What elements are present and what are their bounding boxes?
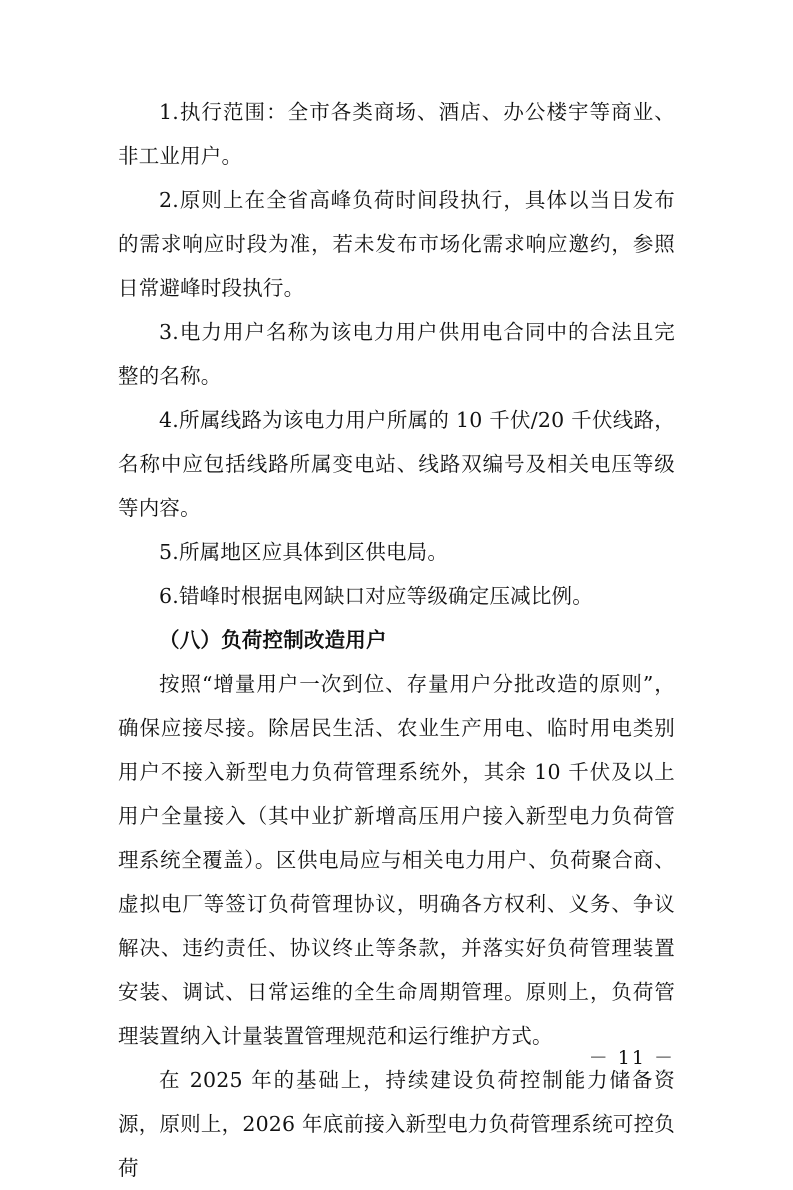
- paragraph-1: 1.执行范围：全市各类商场、酒店、办公楼宇等商业、非工业用户。: [118, 100, 675, 168]
- paragraph-5: 5.所属地区应具体到区供电局。: [159, 540, 449, 564]
- paragraph-3: 3.电力用户名称为该电力用户供用电合同中的合法且完整的名称。: [118, 320, 675, 388]
- paragraph-4: 4.所属线路为该电力用户所属的 10 千伏/20 千伏线路，名称中应包括线路所属变电站、线路双编号及相关电压等级等内容。: [118, 408, 675, 520]
- document-body: [118, 90, 675, 1190]
- section-heading: （八）负荷控制改造用户: [159, 628, 387, 652]
- page-number: － 11 －: [588, 1047, 675, 1069]
- paragraph-2: 2.原则上在全省高峰负荷时间段执行，具体以当日发布的需求响应时段为准，若未发布市场化需求响应邀约，参照日常避峰时段执行。: [118, 188, 675, 300]
- paragraph-6: 6.错峰时根据电网缺口对应等级确定压减比例。: [159, 584, 593, 608]
- section-paragraph-2: 在 2025 年的基础上，持续建设负荷控制能力储备资源，原则上，2026 年底前接入新型电力负荷管理系统可控负荷: [118, 1068, 675, 1180]
- section-paragraph-1: 按照“增量用户一次到位、存量用户分批改造的原则”，确保应接尽接。除居民生活、农业生产用电、临时用电类别用户不接入新型电力负荷管理系统外，其余 10 千伏及以上用户全量接入（其中业扩新增高压用户接入新型电力负荷管理系统全覆盖）。区供电局应与相关电力用户、负荷聚合商、虚拟电厂等签订负荷管理协议，明确各方权利、义务、争议解决、违约责任、协议终止等条款，并落实好负荷管理装置安装、调试、日常运维的全生命周期管理。原则上，负荷管理装置纳入计量装置管理规范和运行维护方式。: [118, 672, 675, 1048]
